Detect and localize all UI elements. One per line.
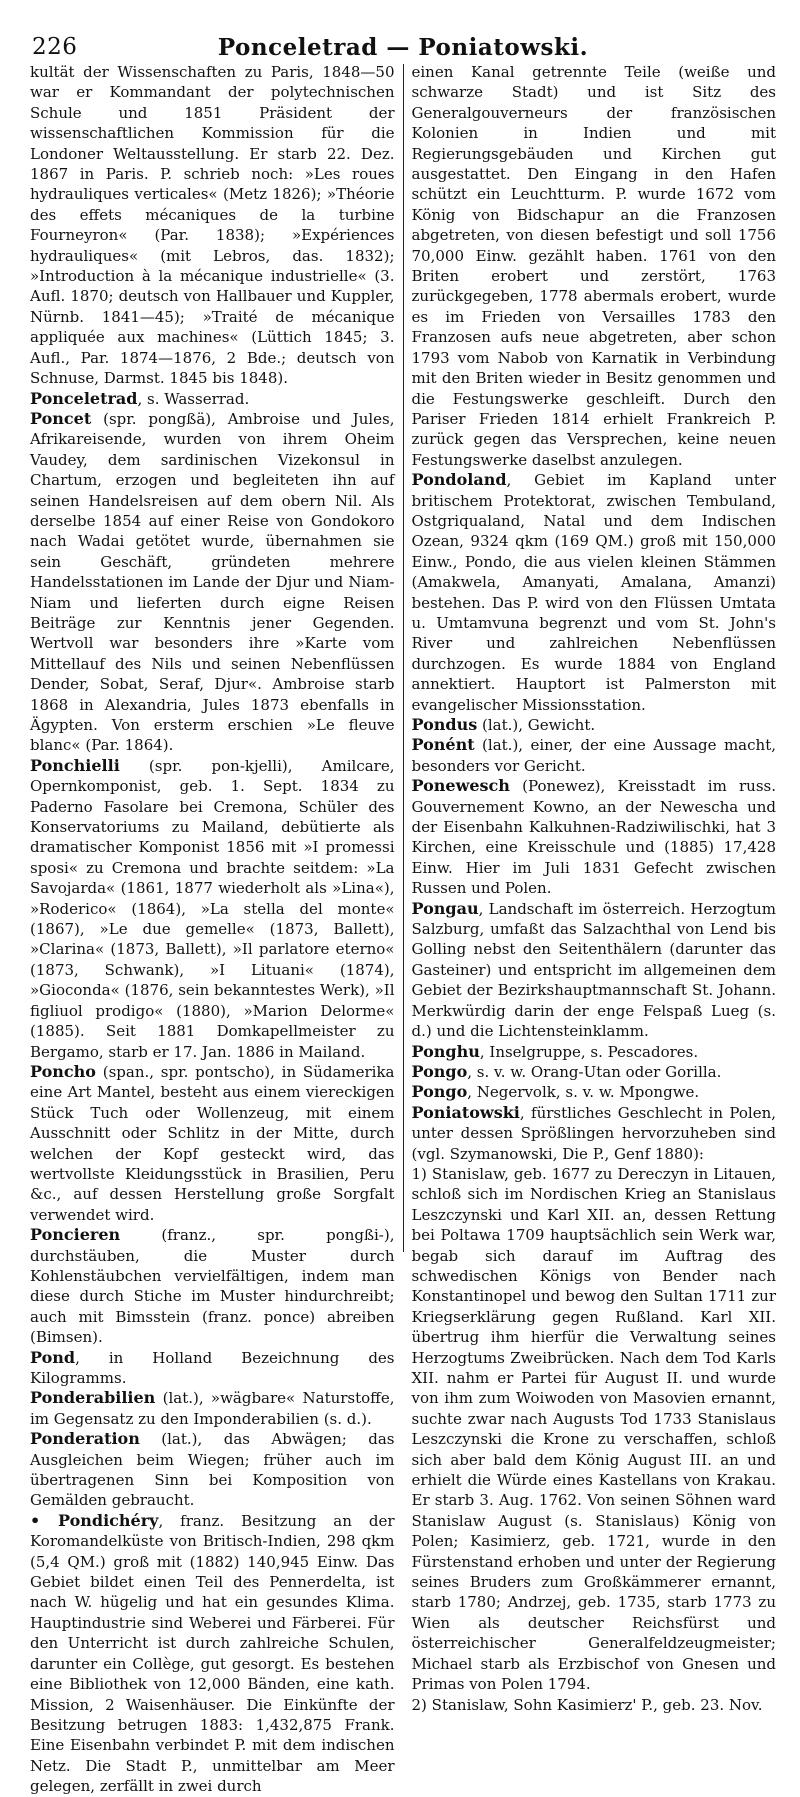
- entry-cont: [30, 62, 395, 389]
- entry-text: (spr. pongßä), Ambroise und Jules, Afrikareisende, wurden von ihrem Oheim Vaudey, dem sardinischen Vizekonsul in Chartum, erzogen und begleiteten ihn auf seinen Handelsreisen auf dem obern Nil. Als derselbe 1854 auf einer Reise von Gondokoro nach Wadai getötet wurde, übernahmen sie sein Geschäft, gründeten mehrere Handelsstationen im Lande der Djur und Niam-Niam und lieferten durch eigne Reisen Beiträge zur Kenntnis jener Gegenden. Wertvoll war besonders ihre »Karte vom Mittellauf des Nils und seinen Nebenflüssen Dender, Sobat, Seraf, Djur«. Ambroise starb 1868 in Alexandria, Jules 1873 ebenfalls in Ägypten. Von ersterm erschien »Le fleuve blanc« (Par. 1864).: [30, 409, 395, 755]
- headword: Pondoland: [411, 470, 507, 490]
- entry-text: (franz., spr. pongßi-), durchstäuben, die Muster durch Kohlenstäubchen vervielfältigen, indem man diese durch Stiche im Muster hindurchreibt; auch mit Bimsstein (franz. ponce) abreiben (Bimsen).: [30, 1226, 395, 1347]
- entry-text: (span., spr. pontscho), in Südamerika eine Art Mantel, besteht aus einem viereckigen Stück Tuch oder Wollenzeug, mit einem Ausschnitt oder Schlitz in der Mitte, durch welchen der Kopf gesteckt wird, das wertvollste Kleidungsstück in Brasilien, Peru &c., auf dessen Herstellung große Sorgfalt verwendet wird.: [30, 1062, 395, 1224]
- entry-poncho: [30, 1062, 395, 1225]
- entry-poncet: [30, 409, 395, 756]
- running-head: Ponceletrad — Poniatowski.: [217, 34, 589, 61]
- entry-p2: [412, 1695, 777, 1715]
- entry-pondus: [412, 715, 777, 735]
- entry-pond: [30, 1348, 395, 1389]
- headword: • Pondichéry: [30, 1510, 159, 1530]
- entry-text: , Landschaft im österreich. Herzogtum Salzburg, umfaßt das Salzachthal von Lend bis Golling nebst den Seitenthälern (darunter das Gasteiner) und entspricht im allgemeinen dem Gebiet der Bezirkshauptmannschaft St. Johann. Merkwürdig darin der enge Felspaß Lueg (s. d.) und die Lichtensteinklamm.: [411, 899, 776, 1041]
- entry-text: , Gebiet im Kapland unter britischem Protektorat, zwischen Tembuland, Ostgriqualand, Natal und dem Indischen Ozean, 9324 qkm (169 QM.) groß mit 150,000 Einw., Pondo, die aus vielen kleinen Stämmen (Amakwela, Amanyati, Amalana, Amanzi) bestehen. Das P. wird von den Flüssen Umtata u. Umtamvuna begrenzt und vom St. John's River und zahlreichen Nebenflüssen durchzogen. Es wurde 1884 von England annektiert. Hauptort ist Palmerston mit evangelischer Missionsstation.: [411, 471, 776, 714]
- headword: Ponceletrad: [30, 388, 138, 408]
- entry-ponceletrad: [30, 389, 395, 409]
- entry-text: , s. Wasserrad.: [137, 389, 250, 408]
- entry-pondichery: [30, 1511, 395, 1797]
- entry-ponchielli: [30, 756, 395, 1062]
- entry-ponderabilien: [30, 1388, 395, 1429]
- entry-pongo2: [412, 1082, 777, 1102]
- headword: Pongo: [411, 1082, 468, 1102]
- entry-p1: [412, 1164, 777, 1695]
- headword: Ponewesch: [411, 776, 510, 796]
- entry-text: (spr. pon-kjelli), Amilcare, Opernkomponist, geb. 1. Sept. 1834 zu Paderno Fasolare bei Cremona, Schüler des Konservatoriums zu Mailand, debütierte als dramatischer Komponist 1856 mit »I promessi sposi« zu Cremona und brachte seitdem: »La Savojarda« (1861, 1877 wiederholt als »Lina«), »Roderico« (1864), »La stella del monte« (1867), »Le due gemelle« (1873, Ballett), »Clarina« (1873, Ballett), »Il parlatore eterno« (1873, Schwank), »I Lituani« (1874), »Gioconda« (1876, sein bekanntestes Werk), »Il figliuol prodigo« (1880), »Marion Delorme« (1885). Seit 1881 Domkapellmeister zu Bergamo, starb er 17. Jan. 1886 in Mailand.: [30, 756, 395, 1061]
- entry-cont2: [412, 62, 777, 470]
- text-columns: [30, 62, 776, 1796]
- entry-text: (lat.), einer, der eine Aussage macht, besonders vor Gericht.: [411, 736, 776, 775]
- entry-ponderation: [30, 1429, 395, 1511]
- headword: Ponchielli: [30, 755, 120, 775]
- entry-ponent: [412, 735, 777, 776]
- right-column: [404, 62, 777, 1714]
- page-number: 226: [32, 34, 78, 60]
- entry-text: (lat.), »wägbare« Naturstoffe, im Gegensatz zu den Imponderabilien (s. d.).: [30, 1389, 395, 1428]
- entry-pondoland: [412, 470, 777, 715]
- entry-text: (Ponewez), Kreisstadt im russ. Gouvernement Kowno, an der Newescha und der Eisenbahn Kalkuhnen-Radziwilischki, hat 3 Kirchen, eine Kreisschule und (1885) 17,428 Einw. Hier im Juli 1831 Gefecht zwischen Russen und Polen.: [411, 777, 776, 898]
- page-header: [30, 0, 776, 62]
- headword: Pongau: [411, 898, 479, 918]
- entry-poncieren: [30, 1225, 395, 1347]
- entry-text: 2) Stanislaw, Sohn Kasimierz' P., geb. 23. Nov.: [411, 1695, 763, 1714]
- entry-text: , Negervolk, s. v. w. Mpongwe.: [467, 1083, 700, 1102]
- headword: Ponderabilien: [30, 1388, 156, 1408]
- entry-pongo1: [412, 1062, 777, 1082]
- entry-text: , Inselgruppe, s. Pescadores.: [479, 1042, 699, 1061]
- headword: Poncet: [30, 408, 92, 428]
- entry-text: (lat.), Gewicht.: [477, 716, 596, 734]
- entry-text: 1) Stanislaw, geb. 1677 zu Dereczyn in Litauen, schloß sich im Nordischen Krieg an Stanislaus Leszczynski und Karl XII. an, dessen Rettung bei Poltawa 1709 hauptsächlich sein Werk war, begab sich darauf im Auftrag des schwedischen Königs von Bender nach Konstantinopel und bewog den Sultan 1711 zur Kriegserklärung gegen Rußland. Karl XII. übertrug ihm hierfür die Verwaltung seines Herzogtums Zweibrücken. Nach dem Tod Karls XII. nahm er Partei für August II. und wurde von ihm zum Woiwoden von Masovien ernannt, suchte zwar nach Augusts Tod 1733 Stanislaus Leszczynski die Krone zu verschaffen, schloß sich aber bald dem König August III. an und erhielt die Würde eines Kastellans von Krakau. Er starb 3. Aug. 1762. Von seinen Söhnen ward Stanislaw August (s. Stanislaus) König von Polen; Kasimierz, geb. 1721, wurde in den Fürstenstand erhoben und unter der Regierung seines Bruders zum Großkämmerer ernannt, starb 1780; Andrzej, geb. 1735, starb 1773 zu Wien als deutscher Reichsfürst und österreichischer Generalfeldzeugmeister; Michael starb als Erzbischof von Gnesen und Primas von Polen 1794.: [411, 1164, 776, 1694]
- headword: Ponghu: [411, 1041, 480, 1061]
- entry-ponghu: [412, 1042, 777, 1062]
- entry-pongau: [412, 899, 777, 1042]
- entry-text: , fürstliches Geschlecht in Polen, unter dessen Sprößlingen hervorzuheben sind (vgl. Szymanowski, Die P., Genf 1880):: [411, 1103, 776, 1163]
- entry-text: (lat.), das Abwägen; das Ausgleichen beim Wiegen; früher auch im übertragenen Sinn bei Komposition von Gemälden gebraucht.: [30, 1430, 395, 1510]
- entry-text: kultät der Wissenschaften zu Paris, 1848—50 war er Kommandant der polytechnischen Schule und 1851 Präsident der wissenschaftlichen Kommission für die Londoner Weltausstellung. Er starb 22. Dez. 1867 in Paris. P. schrieb noch: »Les roues hydrauliques verticales« (Metz 1826); »Théorie des effets mécaniques de la turbine Fourneyron« (Par. 1838); »Expériences hydrauliques« (mit Lebros, das. 1832); »Introduction à la mécanique industrielle« (3. Aufl. 1870; deutsch von Hallbauer und Kuppler, Nürnb. 1841—45); »Traité de mécanique appliquée aux machines« (Lüttich 1845; 3. Aufl., Par. 1874—1876, 2 Bde.; deutsch von Schnuse, Darmst. 1845 bis 1848).: [30, 63, 395, 388]
- headword: Pond: [30, 1347, 76, 1367]
- entry-text: , s. v. w. Orang-Utan oder Gorilla.: [467, 1062, 722, 1081]
- entry-text: , in Holland Bezeichnung des Kilogramms.: [30, 1348, 395, 1387]
- headword: Poncho: [30, 1061, 96, 1081]
- entry-ponewesch: [412, 776, 777, 898]
- entry-poniatowski: [412, 1103, 777, 1164]
- headword: Poniatowski: [411, 1102, 520, 1122]
- entry-text: einen Kanal getrennte Teile (weiße und schwarze Stadt) und ist Sitz des Generalgouverneurs der französischen Kolonien in Indien und mit Regierungsgebäuden und Kirchen gut ausgestattet. Den Eingang in den Hafen schützt ein Leuchtturm. P. wurde 1672 vom König von Bidschapur an die Franzosen abgetreten, von diesen befestigt und soll 1756 70,000 Einw. gezählt haben. 1761 von den Briten erobert und zerstört, 1763 zurückgegeben, 1778 abermals erobert, wurde es im Frieden von Versailles 1783 den Franzosen aufs neue abgetreten, aber schon 1793 vom Nabob von Karnatik in Verbindung mit den Briten wieder in Besitz genommen und die Festungswerke geschleift. Durch den Pariser Frieden 1814 erhielt Frankreich P. zurück gegen das Versprechen, keine neuen Festungswerke daselbst anzulegen.: [411, 63, 776, 469]
- left-column: [30, 62, 403, 1796]
- headword: Pondus: [411, 715, 478, 734]
- entry-text: , franz. Besitzung an der Koromandelküste von Britisch-Indien, 298 qkm (5,4 QM.) groß mit (1882) 140,945 Einw. Das Gebiet bildet einen Teil des Pennerdelta, ist nach W. hügelig und hat ein gesundes Klima. Hauptindustrie sind Weberei und Färberei. Für den Unterricht ist durch zahlreiche Schulen, darunter ein Collège, gut gesorgt. Es bestehen eine Bibliothek von 12,000 Bänden, eine kath. Mission, 2 Waisenhäuser. Die Einkünfte der Besitzung betrugen 1883: 1,432,875 Frank. Eine Eisenbahn verbindet P. mit dem indischen Netz. Die Stadt P., unmittelbar am Meer gelegen, zerfällt in zwei durch: [30, 1511, 395, 1796]
- headword: Poncieren: [30, 1225, 121, 1245]
- headword: Ponderation: [30, 1429, 140, 1449]
- headword: Ponént: [411, 735, 475, 755]
- headword: Pongo: [411, 1061, 468, 1081]
